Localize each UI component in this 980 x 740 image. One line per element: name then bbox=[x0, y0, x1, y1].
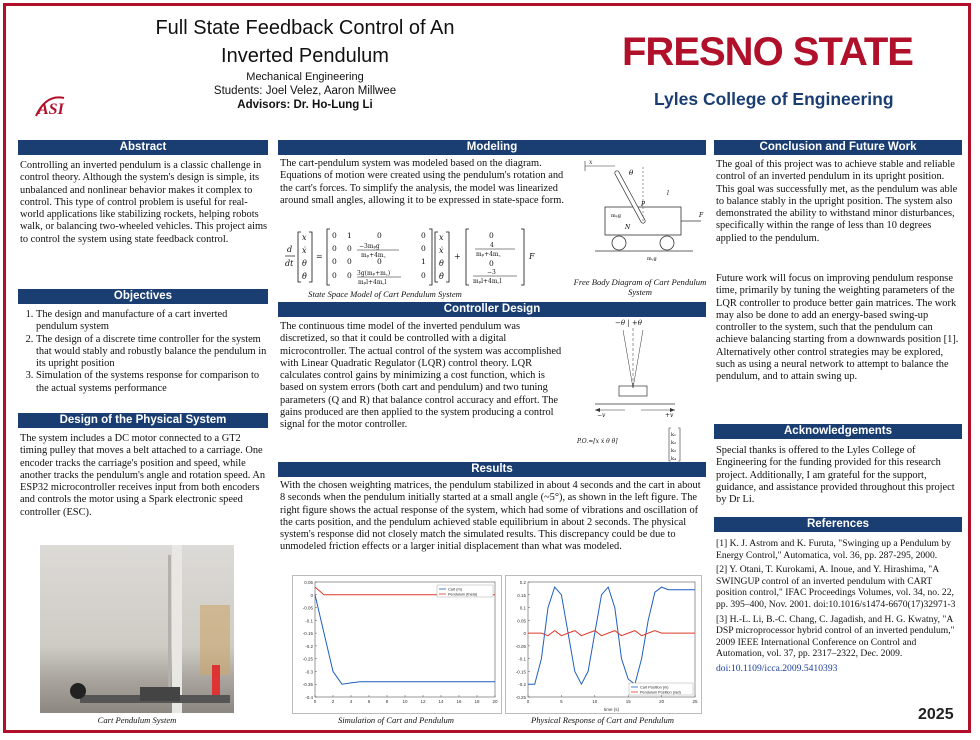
x-tick-label: 18 bbox=[474, 699, 480, 704]
svg-text:mₚl+4m꜀l: mₚl+4m꜀l bbox=[473, 278, 502, 285]
y-tick-label: -0.25 bbox=[302, 656, 313, 662]
svg-text:mₚl+4m꜀l: mₚl+4m꜀l bbox=[358, 279, 387, 286]
simulation-chart-svg bbox=[293, 576, 501, 713]
x-tick-label: 0 bbox=[313, 699, 317, 704]
svg-text:l: l bbox=[667, 190, 669, 197]
svg-text:k₄: k₄ bbox=[671, 456, 677, 462]
svg-text:dt: dt bbox=[285, 259, 294, 268]
asi-logo-icon bbox=[34, 92, 68, 120]
y-tick-label: -0.35 bbox=[302, 682, 313, 688]
svg-text:x: x bbox=[439, 233, 444, 242]
series-line-1 bbox=[528, 631, 695, 636]
reference-item: [2] Y. Otani, T. Kurokami, A. Inoue, and Y. Hirashima, "A SWINGUP control of an inverted pendulum with CART position control," IFAC Proceedings Volumes, vol. 34, no. 22, pp. 395–400, Nov. 2001. doi:10.1016/s1474-6670(17)32971-3 bbox=[716, 564, 956, 610]
svg-text:0: 0 bbox=[332, 271, 337, 280]
plot-area bbox=[315, 582, 495, 697]
conclusion-heading: Conclusion and Future Work bbox=[714, 140, 962, 155]
svg-text:1: 1 bbox=[421, 257, 426, 266]
conclusion-text-1: The goal of this project was to achieve stable and reliable control of an inverted pendulum in its upright position. This goal was successfully met, as the pendulum was able to balance stably in the upright position. The system also demonstrated the ability to withstand minor disturbances, specifically within the range of less than 10 degrees applied to the pendulum. bbox=[716, 159, 958, 244]
students: Students: Joel Velez, Aaron Millwee bbox=[213, 85, 397, 97]
y-tick-label: -0.3 bbox=[305, 669, 313, 675]
controller-text: The continuous time model of the inverted pendulum was discretized, so that it could be controlled with a digital microcontroller. The actual control of the system was accomplished with Linear Quadratic Regulator (LQR) control theory. LQR calculates control gains by minimizing a cost function, which is based on system errors (both cart and pendulum) and two tuning parameters (Q and R) that balance control accuracy and effort. The gains produced are then applied to the system producing a control signal for the motor controller. bbox=[280, 321, 562, 431]
svg-text:mₚ+4m꜀: mₚ+4m꜀ bbox=[361, 252, 386, 259]
title-line1: Full State Feedback Control of An bbox=[155, 17, 455, 39]
y-tick-label: -0.2 bbox=[518, 682, 526, 688]
svg-text:P: P bbox=[641, 201, 646, 208]
svg-text:0: 0 bbox=[421, 244, 426, 253]
simulation-chart bbox=[292, 575, 502, 714]
x-tick-label: 16 bbox=[456, 699, 462, 704]
objectives-heading: Objectives bbox=[18, 289, 268, 304]
svg-text:0: 0 bbox=[421, 231, 426, 240]
state-space-equation-figure bbox=[285, 226, 570, 288]
free-body-diagram bbox=[575, 157, 705, 275]
svg-text:k₃: k₃ bbox=[671, 448, 677, 454]
simulation-caption: Simulation of Cart and Pendulum bbox=[337, 715, 454, 725]
y-tick-label: -0.2 bbox=[305, 643, 313, 649]
y-tick-label: 0.05 bbox=[517, 618, 526, 624]
state-space-equation bbox=[285, 226, 570, 288]
asi-logo-text: ASI bbox=[38, 101, 64, 118]
objectives-list bbox=[20, 309, 270, 395]
results-text: With the chosen weighting matrices, the pendulum stabilized in about 4 seconds and the cart in about 8 seconds when the pendulum initially started at a small angle (~5°), as shown in the left figure. The right figure shows the actual response of the system, which had some of vibrations and oscillation of the carts position, and the pendulum achieved stable equilibrium in about 2 seconds. The physical system's response did not closely match the simulated results. This discrepancy could be due to unmodeled friction effects or a larger initial displacement than what was modeled. bbox=[280, 480, 701, 553]
legend-label: Pendulum Position (rad) bbox=[640, 690, 681, 695]
x-tick-label: 25 bbox=[692, 699, 698, 704]
theta-label: −θ | +θ bbox=[615, 319, 642, 327]
svg-text:0: 0 bbox=[332, 231, 337, 240]
x-tick-label: 15 bbox=[625, 699, 631, 704]
objective-item: 1. The design and manufacture of a cart inverted pendulum system bbox=[36, 309, 270, 334]
college-name: Lyles College of Engineering bbox=[654, 89, 894, 109]
x-tick-label: 0 bbox=[526, 699, 530, 704]
svg-text:θ̇: θ̇ bbox=[439, 272, 444, 281]
svg-text:θ: θ bbox=[302, 259, 307, 268]
x-tick-label: 8 bbox=[385, 699, 389, 704]
references-list bbox=[716, 538, 962, 675]
photo-caption: Cart Pendulum System bbox=[97, 715, 177, 725]
fbd-caption: Free Body Diagram of Cart Pendulum System bbox=[573, 277, 707, 297]
physical-chart-svg bbox=[506, 576, 701, 713]
legend-label: Cart Position (m) bbox=[640, 685, 669, 690]
svg-text:0: 0 bbox=[347, 271, 352, 280]
physical-heading: Design of the Physical System bbox=[18, 413, 268, 428]
svg-text:0: 0 bbox=[421, 271, 426, 280]
results-heading: Results bbox=[278, 462, 706, 477]
legend-label: Cart (m) bbox=[448, 587, 462, 592]
cart-pendulum-photo bbox=[40, 545, 234, 713]
plus-v-label: +v bbox=[665, 412, 674, 419]
y-tick-label: -0.1 bbox=[518, 656, 526, 662]
advisors: Advisors: Dr. Ho-Lung Li bbox=[237, 99, 373, 111]
conclusion-text-2: Future work will focus on improving pendulum response time, primarily by tuning the weighting parameters of the LQR controller to produce better gain matrices. The work may also be done to add an energy-based swing-up controller to the system, such that the pendulum can achieve balancing starting from a downwards position [1]. Alternatively other control strategies may be explored, such as using a neural network to attempt to balance the pendulum, and to attain swing up. bbox=[716, 273, 959, 383]
x-tick-label: 10 bbox=[402, 699, 408, 704]
y-tick-label: 0.05 bbox=[304, 580, 313, 585]
svg-text:3g(mₚ+m꜀): 3g(mₚ+m꜀) bbox=[357, 270, 391, 277]
x-tick-label: 12 bbox=[420, 699, 426, 704]
physical-text: The system includes a DC motor connected to a GT2 timing pulley that moves a belt attached to a carriage. One encoder tracks the carriage's position and speed, while another tracks the pendulum's angle and rotation speed. An ESP32 microcontroller receives input from both encoders and controls the motor using a Spark electronic speed controller (ESC). bbox=[20, 433, 266, 518]
department: Mechanical Engineering bbox=[246, 71, 364, 83]
x-tick-label: 20 bbox=[492, 699, 498, 704]
x-tick-label: 14 bbox=[438, 699, 444, 704]
x-tick-label: 5 bbox=[560, 699, 563, 704]
y-tick-label: 0 bbox=[310, 592, 313, 598]
svg-text:x: x bbox=[589, 159, 593, 166]
svg-text:F: F bbox=[699, 212, 704, 219]
svg-text:0: 0 bbox=[377, 257, 382, 266]
y-tick-label: 0.15 bbox=[517, 592, 526, 598]
modeling-heading: Modeling bbox=[278, 140, 706, 155]
fresno-state-logo: FRESNO STATE bbox=[622, 30, 913, 74]
physical-caption: Physical Response of Cart and Pendulum bbox=[531, 715, 674, 725]
y-tick-label: 0.2 bbox=[519, 580, 526, 585]
controller-diagram bbox=[575, 316, 705, 462]
svg-text:d: d bbox=[287, 245, 293, 254]
y-tick-label: -0.15 bbox=[302, 631, 313, 637]
svg-text:0: 0 bbox=[332, 244, 337, 253]
svg-text:ẋ: ẋ bbox=[439, 246, 444, 255]
minus-v-label: −v bbox=[597, 412, 606, 419]
abstract-heading: Abstract bbox=[18, 140, 268, 155]
svg-text:0: 0 bbox=[347, 257, 352, 266]
objective-item: 2. The design of a discrete time controller for the system that would stably and robustly balance the pendulum in its upright position bbox=[36, 334, 270, 371]
reference-item: [3] H.-L. Li, B.-C. Chang, C. Jagadish, and H. G. Kwatny, "A DSP microprocessor hybrid control of an inverted pendulum," 2009 IEEE International Conference on Control and Automation, vol. 37, pp. 2317–2322, Dec. 2009. bbox=[716, 613, 955, 660]
acknowledgements-heading: Acknowledgements bbox=[714, 424, 962, 439]
free-body-diagram-figure bbox=[575, 157, 705, 275]
abstract-text: Controlling an inverted pendulum is a classic challenge in control theory. Although the system's design is simple, its unbalanced and nonlinear behavior makes it complex to control. This type of control problem is useful for real-world applications like stabilizing rockets, helping robots walk, or balancing two-wheeled vehicles. This project aims to control the system using state feedback control. bbox=[20, 160, 268, 245]
reference-doi-link[interactable]: doi:10.1109/icca.2009.5410393 bbox=[716, 662, 838, 674]
asi-logo bbox=[34, 92, 68, 120]
x-tick-label: 6 bbox=[367, 699, 371, 704]
y-tick-label: -0.4 bbox=[305, 695, 313, 700]
y-tick-label: -0.1 bbox=[305, 618, 313, 624]
acknowledgements-text: Special thanks is offered to the Lyles College of Engineering for the funding provided for this research project. Additionally, I am grateful for the support, guidance, and assistance provided throughout this project by Dr Li. bbox=[716, 445, 955, 506]
svg-text:F: F bbox=[529, 252, 535, 261]
svg-text:4: 4 bbox=[490, 242, 494, 249]
svg-text:N: N bbox=[625, 224, 631, 231]
x-tick-label: 20 bbox=[659, 699, 665, 704]
objective-item: 3. Simulation of the systems response for comparison to the actual systems performance bbox=[36, 370, 270, 395]
svg-text:θ: θ bbox=[629, 169, 634, 177]
x-axis-label: time (s) bbox=[604, 707, 619, 712]
po-label: P.O.=[x ẋ θ θ̇] bbox=[577, 438, 618, 445]
physical-chart bbox=[505, 575, 702, 714]
y-tick-label: -0.05 bbox=[302, 605, 313, 611]
state-space-caption: State Space Model of Cart Pendulum System bbox=[308, 289, 462, 299]
svg-text:−3: −3 bbox=[487, 269, 496, 276]
y-tick-label: -0.25 bbox=[515, 695, 526, 700]
x-tick-label: 2 bbox=[331, 699, 335, 704]
x-tick-label: 4 bbox=[349, 699, 353, 704]
svg-text:θ̇: θ̇ bbox=[302, 272, 307, 281]
svg-text:θ: θ bbox=[439, 259, 444, 268]
y-tick-label: -0.05 bbox=[515, 643, 526, 649]
controller-heading: Controller Design bbox=[278, 302, 706, 317]
svg-text:x: x bbox=[302, 233, 307, 242]
svg-text:0: 0 bbox=[489, 231, 494, 240]
svg-text:0: 0 bbox=[489, 259, 494, 268]
svg-text:0: 0 bbox=[347, 244, 352, 253]
svg-text:mₚ+4m꜀: mₚ+4m꜀ bbox=[476, 251, 501, 258]
title-line2: Inverted Pendulum bbox=[221, 45, 389, 67]
year: 2025 bbox=[918, 706, 954, 723]
reference-item: [1] K. J. Astrom and K. Furuta, "Swinging up a Pendulum by Energy Control," Automatica, vol. 36, pp. 287-295, 2000. bbox=[716, 538, 951, 561]
svg-text:ẋ: ẋ bbox=[302, 246, 307, 255]
legend-label: Pendulum (theta) bbox=[448, 592, 478, 597]
plot-area bbox=[528, 582, 695, 697]
svg-text:m꜀g: m꜀g bbox=[647, 256, 657, 262]
svg-text:+: + bbox=[454, 252, 461, 261]
poster-title bbox=[110, 14, 500, 70]
references-heading: References bbox=[714, 517, 962, 532]
series-line-0 bbox=[528, 587, 695, 684]
y-tick-label: 0.1 bbox=[519, 605, 526, 611]
x-tick-label: 10 bbox=[592, 699, 598, 704]
svg-text:0: 0 bbox=[377, 231, 382, 240]
svg-text:k₁: k₁ bbox=[671, 432, 677, 438]
y-tick-label: -0.15 bbox=[515, 669, 526, 675]
svg-text:0: 0 bbox=[332, 257, 337, 266]
y-tick-label: 0 bbox=[523, 631, 526, 637]
svg-text:mₚg: mₚg bbox=[611, 213, 621, 219]
svg-text:=: = bbox=[316, 252, 323, 261]
svg-text:k₂: k₂ bbox=[671, 440, 677, 446]
modeling-text: The cart-pendulum system was modeled based on the diagram. Equations of motion were created using the pendulum's rotation and the cart's forces. To simplify the analysis, the model was linearized around small angles, allowing it to be expressed in state-space form. bbox=[280, 158, 564, 206]
svg-text:1: 1 bbox=[347, 231, 352, 240]
svg-text:−3mₚg: −3mₚg bbox=[359, 243, 380, 250]
